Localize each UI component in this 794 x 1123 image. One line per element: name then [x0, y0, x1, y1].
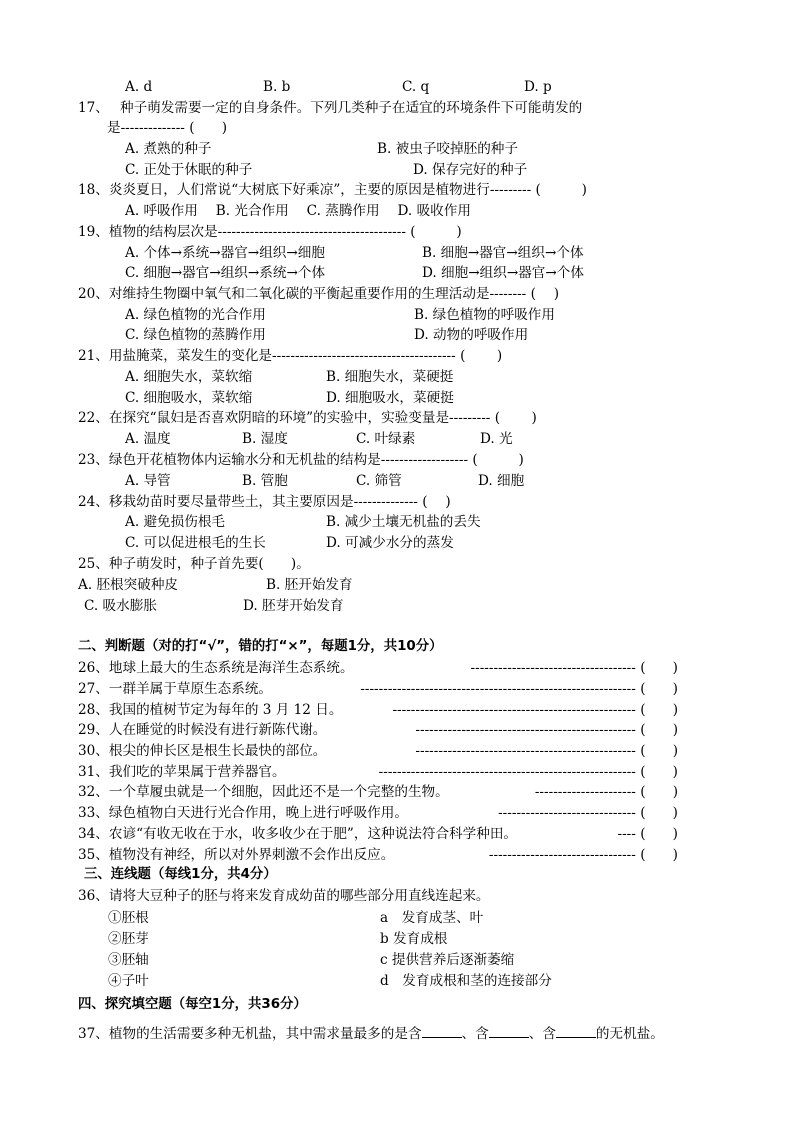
- judge-statement: 28、我国的植树节定为每年的 3 月 12 日。: [78, 702, 343, 718]
- q36-left-item: ④子叶: [108, 973, 149, 989]
- q16-option-d: D. p: [524, 79, 552, 95]
- q19-option-d: D. 细胞→组织→器官→个体: [422, 265, 584, 281]
- q19-option-b: B. 细胞→器官→组织→个体: [422, 245, 584, 261]
- judge-statement: 27、一群羊属于草原生态系统。: [78, 681, 273, 697]
- q22-option-d: D. 光: [480, 431, 513, 447]
- judge-answer-bracket[interactable]: ------------------------------ ( ): [498, 805, 678, 821]
- judge-row: [78, 846, 678, 864]
- judge-row: [78, 804, 678, 822]
- q22-option-a: A. 温度: [125, 431, 171, 447]
- q22-stem: 22、在探究“鼠妇是否喜欢阴暗的环境”的实验中，实验变量是--------- ( ): [78, 410, 537, 426]
- judge-answer-bracket[interactable]: ------------------------------------------------ ( ): [415, 722, 678, 738]
- judge-statement: 29、人在睡觉的时候没有进行新陈代谢。: [78, 722, 327, 738]
- q25-option-b: B. 胚开始发育: [266, 577, 353, 593]
- q36-right-item: a 发育成茎、叶: [380, 910, 484, 926]
- judge-row: [78, 721, 678, 739]
- q20-stem: 20、对维持生物圈中氧气和二氧化碳的平衡起重要作用的生理活动是-------- ( ): [78, 286, 560, 302]
- q25-option-a: A. 胚根突破种皮: [78, 577, 179, 593]
- q22-option-c: C. 叶绿素: [356, 431, 416, 447]
- q24-option-b: B. 减少土壤无机盐的丢失: [326, 514, 481, 530]
- section-2-heading: 二、判断题（对的打“√”，错的打“×”，每题1分，共10分）: [78, 639, 443, 654]
- q24-stem: 24、移栽幼苗时要尽量带些土，其主要原因是-------------- ( ): [78, 494, 451, 510]
- judge-statement: 30、根尖的伸长区是根生长最快的部位。: [78, 743, 327, 759]
- judge-row: [78, 659, 678, 677]
- judge-row: [78, 701, 678, 719]
- q19-option-c: C. 细胞→器官→组织→系统→个体: [125, 265, 326, 281]
- q18-stem: 18、炎炎夏日，人们常说“大树底下好乘凉”，主要的原因是植物进行--------- ( ): [78, 182, 587, 198]
- judge-statement: 33、绿色植物白天进行光合作用，晚上进行呼吸作用。: [78, 805, 408, 821]
- q24-option-d: D. 可减少水分的蒸发: [326, 535, 454, 551]
- judge-statement: 35、植物没有神经，所以对外界刺激不会作出反应。: [78, 847, 395, 863]
- q25-option-c: C. 吸水膨胀: [84, 598, 157, 614]
- judge-row: [78, 783, 678, 801]
- q19-stem: 19、植物的结构层次是----------------------------------------- ( ): [78, 224, 462, 240]
- q20-option-a: A. 绿色植物的光合作用: [125, 307, 266, 323]
- judge-answer-bracket[interactable]: ------------------------------------------------ ( ): [415, 743, 678, 759]
- q37-text: 、含: [461, 1026, 489, 1042]
- q16-option-a: A. d: [125, 79, 153, 95]
- q19-option-a: A. 个体→系统→器官→组织→细胞: [125, 245, 325, 261]
- q37-blank-1[interactable]: [422, 1023, 462, 1038]
- q37-text: 、含: [528, 1026, 556, 1042]
- judge-answer-bracket[interactable]: -------------------------------- ( ): [488, 847, 678, 863]
- q17-option-c: C. 正处于休眠的种子: [125, 162, 253, 178]
- q36-right-item: d 发育成根和茎的连接部分: [380, 973, 552, 989]
- judge-row: [78, 680, 678, 698]
- q17-option-b: B. 被虫子咬掉胚的种子: [377, 141, 518, 157]
- q17-option-a: A. 煮熟的种子: [125, 141, 212, 157]
- judge-answer-bracket[interactable]: ---- ( ): [617, 826, 678, 842]
- q20-option-d: D. 动物的呼吸作用: [414, 327, 529, 343]
- judge-statement: 32、一个草履虫就是一个细胞，因此还不是一个完整的生物。: [78, 784, 449, 800]
- q17-stem-cont: 是-------------- ( ): [107, 120, 228, 136]
- section-3-heading: 三、连线题（每线1分，共4分）: [84, 867, 277, 882]
- q36-right-item: b 发育成根: [380, 931, 448, 947]
- q37-blank-3[interactable]: [556, 1023, 596, 1038]
- q21-option-c: C. 细胞吸水，菜软缩: [125, 390, 253, 406]
- q36-left-item: ①胚根: [108, 910, 149, 926]
- q21-option-a: A. 细胞失水，菜软缩: [125, 369, 253, 385]
- q37-blank-2[interactable]: [489, 1023, 529, 1038]
- q17-stem: 17、 种子萌发需要一定的自身条件。下列几类种子在适宜的环境条件下可能萌发的: [78, 100, 583, 116]
- judge-row: [78, 742, 678, 760]
- q25-stem: 25、种子萌发时，种子首先要( )。: [78, 556, 310, 572]
- q36-stem: 36、请将大豆种子的胚与将来发育成幼苗的哪些部分用直线连起来。: [78, 888, 490, 904]
- judge-statement: 26、地球上最大的生态系统是海洋生态系统。: [78, 660, 354, 676]
- judge-answer-bracket[interactable]: ---------------------- ( ): [534, 784, 678, 800]
- q23-option-c: C. 筛管: [356, 473, 402, 489]
- q16-option-c: C. q: [402, 79, 430, 95]
- q36-left-item: ②胚芽: [108, 931, 149, 947]
- q37-line: [78, 1023, 664, 1043]
- q23-option-d: D. 细胞: [478, 473, 525, 489]
- q21-option-d: D. 细胞吸水，菜硬挺: [326, 390, 454, 406]
- q21-stem: 21、用盐腌菜，菜发生的变化是---------------------------------------- ( ): [78, 348, 503, 364]
- judge-row: [78, 763, 678, 781]
- judge-answer-bracket[interactable]: ------------------------------------------------------------ ( ): [360, 681, 678, 697]
- section-4-heading: 四、探究填空题（每空1分，共36分）: [78, 997, 307, 1012]
- q18-options: A. 呼吸作用 B. 光合作用 C. 蒸腾作用 D. 吸收作用: [125, 203, 471, 219]
- q17-option-d: D. 保存完好的种子: [413, 162, 528, 178]
- q23-option-b: B. 管胞: [242, 473, 288, 489]
- q24-option-a: A. 避免损伤根毛: [125, 514, 226, 530]
- judge-row: [78, 825, 678, 843]
- q25-option-d: D. 胚芽开始发育: [243, 598, 344, 614]
- q23-option-a: A. 导管: [125, 473, 171, 489]
- q21-option-b: B. 细胞失水，菜硬挺: [326, 369, 454, 385]
- q37-text: 的无机盐。: [595, 1026, 664, 1042]
- judge-answer-bracket[interactable]: ----------------------------------------------------- ( ): [392, 702, 678, 718]
- judge-statement: 34、农谚“有收无收在于水，收多收少在于肥”，这种说法符合科学种田。: [78, 826, 518, 842]
- q24-option-c: C. 可以促进根毛的生长: [125, 535, 266, 551]
- q16-option-b: B. b: [263, 79, 291, 95]
- q37-text: 37、植物的生活需要多种无机盐，其中需求量最多的是含: [78, 1026, 422, 1042]
- q36-left-item: ③胚轴: [108, 952, 149, 968]
- judge-answer-bracket[interactable]: -------------------------------------------------------- ( ): [378, 764, 678, 780]
- q23-stem: 23、绿色开花植物体内运输水分和无机盐的结构是------------------- ( ): [78, 452, 524, 468]
- q20-option-c: C. 绿色植物的蒸腾作用: [125, 327, 266, 343]
- judge-answer-bracket[interactable]: ------------------------------------ ( ): [470, 660, 678, 676]
- q36-right-item: c 提供营养后逐渐萎缩: [380, 952, 515, 968]
- q22-option-b: B. 湿度: [242, 431, 288, 447]
- q20-option-b: B. 绿色植物的呼吸作用: [414, 307, 555, 323]
- judge-statement: 31、我们吃的苹果属于营养器官。: [78, 764, 286, 780]
